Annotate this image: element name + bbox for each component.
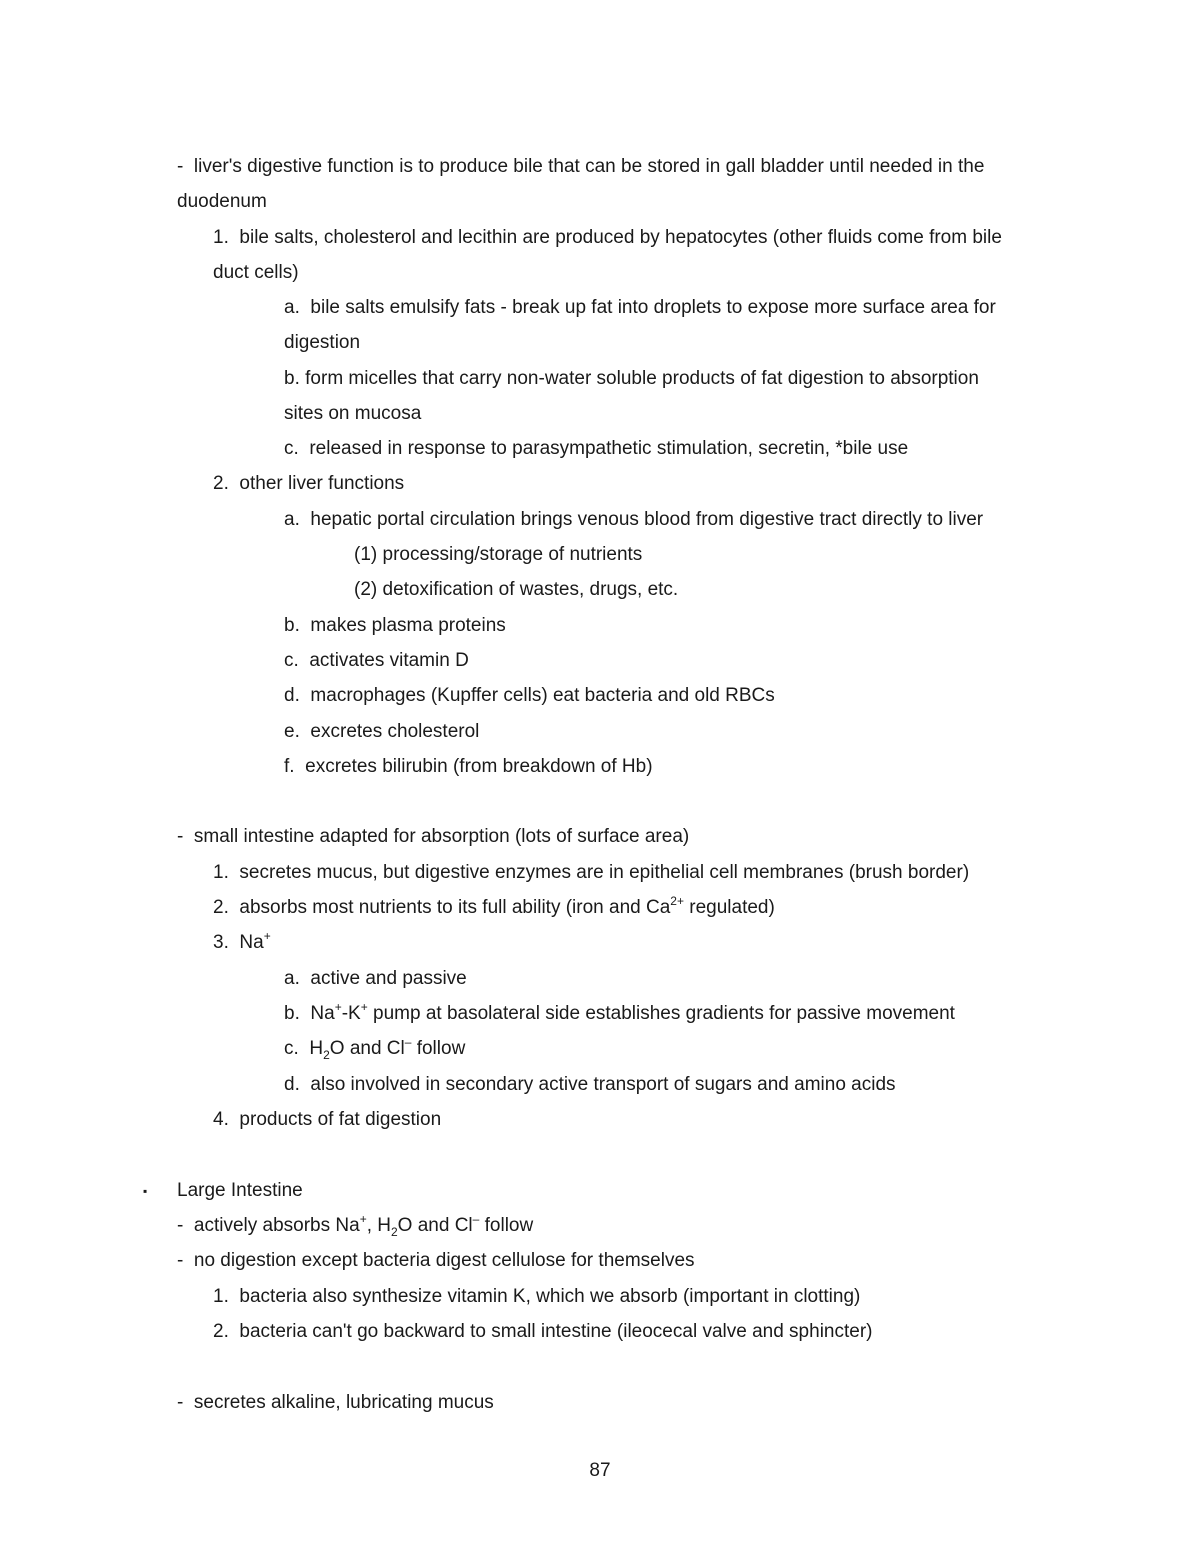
large-intestine-item-2-1 [213, 1285, 860, 1309]
letter-marker: c. [284, 438, 299, 459]
potassium-symbol: -K [341, 1003, 361, 1024]
number-marker: 1. [213, 1286, 229, 1307]
chloride-text: O and Cl [329, 1038, 405, 1059]
liver-item-2d [284, 684, 775, 708]
dash-marker: - [177, 156, 184, 177]
chloride-charge: – [404, 1034, 412, 1049]
page-number: 87 [589, 1460, 611, 1481]
potassium-charge: + [360, 999, 368, 1014]
chloride-charge: – [472, 1211, 480, 1226]
liver-intro-text: liver's digestive function is to produce bile that can be stored in gall bladder until needed in the [193, 156, 985, 177]
small-intestine-item-3c [284, 1034, 466, 1062]
water-symbol: H [309, 1038, 324, 1059]
letter-marker: b. [284, 1003, 300, 1024]
small-intestine-item-3d [284, 1073, 896, 1097]
calcium-charge: 2+ [670, 893, 684, 908]
liver-item-2c [284, 649, 469, 673]
letter-marker: c. [284, 1038, 299, 1059]
letter-marker: a. [284, 968, 300, 989]
small-intestine-item-2-text-end: regulated) [683, 897, 775, 918]
liver-item-2b [284, 614, 506, 638]
small-intestine-item-3a-text: active and passive [310, 968, 467, 989]
water-subscript: 2 [390, 1224, 398, 1239]
liver-item-2c-text: activates vitamin D [309, 650, 469, 671]
dash-marker: - [177, 1250, 184, 1271]
liver-item-1b-text: form micelles that carry non-water soluble products of fat digestion to absorption [305, 368, 979, 389]
sodium-charge: + [263, 928, 271, 943]
water-subscript: 2 [323, 1047, 330, 1062]
number-marker: 2. [213, 473, 229, 494]
liver-item-2a-1: (1) processing/storage of nutrients [354, 544, 643, 565]
dash-marker: - [177, 1215, 184, 1236]
small-intestine-intro [177, 825, 689, 849]
square-bullet-icon: ▪ [143, 1184, 148, 1198]
large-intestine-item-1-text: actively absorbs Na [193, 1215, 360, 1236]
sodium-symbol: Na [310, 1003, 335, 1024]
liver-item-1a [284, 296, 996, 320]
letter-marker: c. [284, 650, 299, 671]
number-marker: 4. [213, 1109, 229, 1130]
large-intestine-item-2-2-text: bacteria can't go backward to small intestine (ileocecal valve and sphincter) [239, 1321, 873, 1342]
small-intestine-item-4-text: products of fat digestion [239, 1109, 442, 1130]
liver-item-2f [284, 755, 653, 779]
liver-item-2b-text: makes plasma proteins [310, 615, 506, 636]
water-symbol: , H [366, 1215, 391, 1236]
sodium-symbol: Na [239, 932, 264, 953]
liver-item-2a-text: hepatic portal circulation brings venous blood from digestive tract directly to liver [310, 509, 984, 530]
liver-item-2e [284, 720, 479, 744]
number-marker: 3. [213, 932, 229, 953]
small-intestine-intro-text: small intestine adapted for absorption (lots of surface area) [193, 826, 690, 847]
large-intestine-item-2-1-text: bacteria also synthesize vitamin K, which we absorb (important in clotting) [239, 1286, 861, 1307]
liver-item-1b [284, 367, 979, 391]
letter-marker: d. [284, 685, 300, 706]
large-intestine-item-3 [177, 1391, 494, 1415]
number-marker: 1. [213, 227, 229, 248]
liver-item-2 [213, 472, 404, 496]
letter-marker: e. [284, 721, 300, 742]
large-intestine-item-1-text-end: follow [479, 1215, 534, 1236]
letter-marker: a. [284, 297, 300, 318]
sodium-charge: + [359, 1211, 367, 1226]
sodium-charge: + [334, 999, 342, 1014]
liver-item-2d-text: macrophages (Kupffer cells) eat bacteria and old RBCs [310, 685, 775, 706]
large-intestine-item-2-text: no digestion except bacteria digest cellulose for themselves [193, 1250, 695, 1271]
letter-marker: b. [284, 368, 300, 389]
large-intestine-item-1 [177, 1211, 534, 1239]
liver-item-1a-text: bile salts emulsify fats - break up fat into droplets to expose more surface area for [310, 297, 996, 318]
liver-item-1b-continuation: sites on mucosa [284, 403, 422, 424]
large-intestine-item-3-text: secretes alkaline, lubricating mucus [193, 1392, 494, 1413]
liver-item-1-continuation: duct cells) [213, 262, 299, 283]
letter-marker: f. [284, 756, 295, 777]
liver-item-1a-continuation: digestion [284, 332, 361, 353]
small-intestine-item-3 [213, 928, 271, 955]
letter-marker: d. [284, 1074, 300, 1095]
number-marker: 2. [213, 1321, 229, 1342]
liver-item-2e-text: excretes cholesterol [310, 721, 480, 742]
liver-item-2a-2: (2) detoxification of wastes, drugs, etc. [354, 579, 679, 600]
dash-marker: - [177, 826, 184, 847]
small-intestine-item-3a [284, 967, 467, 991]
large-intestine-item-2 [177, 1249, 695, 1273]
liver-item-1c-text: released in response to parasympathetic stimulation, secretin, *bile use [309, 438, 909, 459]
liver-intro-continuation: duodenum [177, 191, 267, 212]
liver-item-2a [284, 508, 983, 532]
liver-item-2f-text: excretes bilirubin (from breakdown of Hb) [305, 756, 653, 777]
small-intestine-item-2 [213, 893, 775, 920]
small-intestine-item-3b-text: pump at basolateral side establishes gradients for passive movement [367, 1003, 955, 1024]
liver-item-1 [213, 226, 1002, 250]
liver-item-2-text: other liver functions [239, 473, 405, 494]
liver-item-1c [284, 437, 908, 461]
number-marker: 2. [213, 897, 229, 918]
small-intestine-item-1-text: secretes mucus, but digestive enzymes are in epithelial cell membranes (brush border) [239, 862, 970, 883]
liver-item-1-text: bile salts, cholesterol and lecithin are produced by hepatocytes (other fluids come from bile [239, 227, 1002, 248]
letter-marker: b. [284, 615, 300, 636]
small-intestine-item-1 [213, 861, 969, 885]
dash-marker: - [177, 1392, 184, 1413]
small-intestine-item-4 [213, 1108, 441, 1132]
small-intestine-item-3d-text: also involved in secondary active transport of sugars and amino acids [310, 1074, 896, 1095]
liver-intro-line [177, 155, 984, 179]
chloride-text: O and Cl [397, 1215, 473, 1236]
number-marker: 1. [213, 862, 229, 883]
small-intestine-item-2-text: absorbs most nutrients to its full ability (iron and Ca [239, 897, 671, 918]
large-intestine-item-2-2 [213, 1320, 872, 1344]
small-intestine-item-3c-text: follow [411, 1038, 466, 1059]
large-intestine-heading: Large Intestine [177, 1180, 303, 1201]
small-intestine-item-3b [284, 999, 955, 1026]
letter-marker: a. [284, 509, 300, 530]
